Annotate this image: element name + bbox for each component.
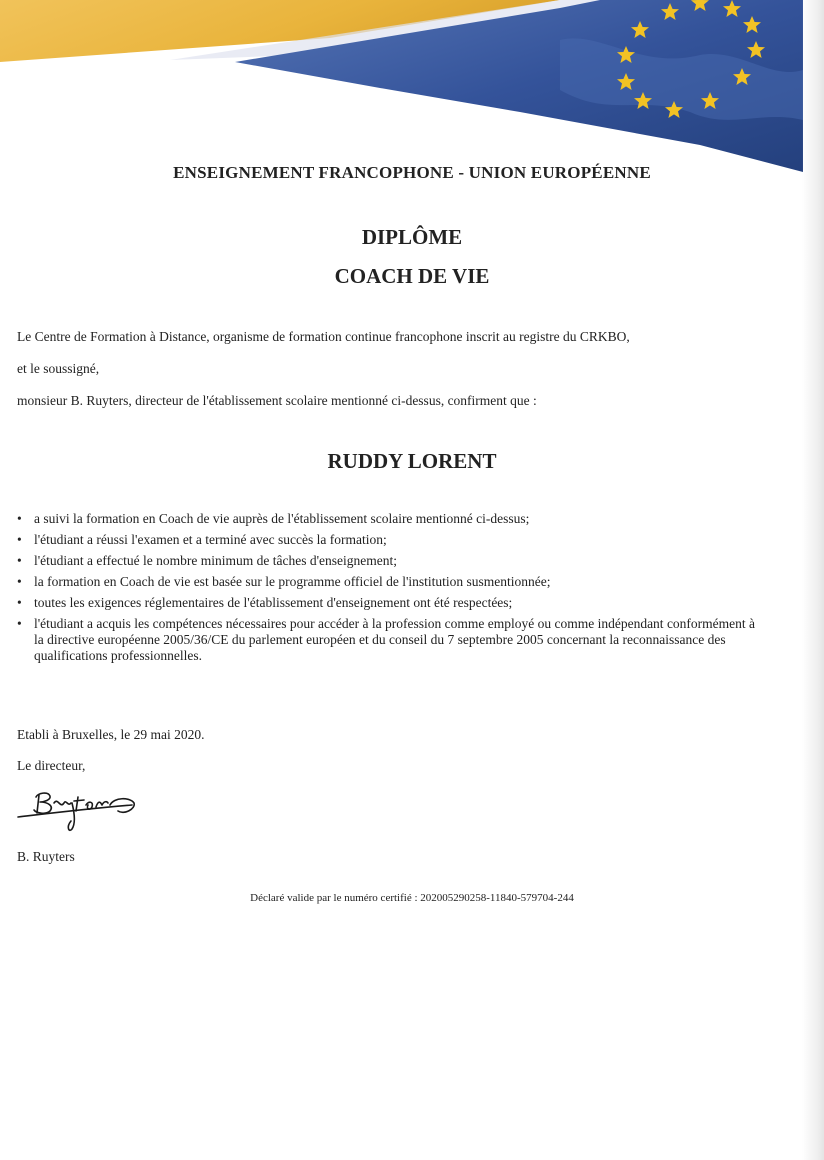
list-item [17, 616, 757, 664]
list-item [17, 595, 757, 611]
place-and-date: Etabli à Bruxelles, le 29 mai 2020. [17, 727, 205, 742]
diploma-subtitle: COACH DE VIE [334, 264, 490, 288]
list-item-text: l'étudiant a effectué le nombre minimum de tâches d'enseignement; [34, 553, 397, 568]
institution-heading: ENSEIGNEMENT FRANCOPHONE - UNION EUROPÉENNE [173, 163, 651, 182]
intro-paragraph-2: et le soussigné, [17, 361, 100, 376]
list-item-text: la formation en Coach de vie est basée sur le programme officiel de l'institution susmentionnée; [34, 574, 551, 589]
signatory-title: Le directeur, [17, 758, 86, 773]
diploma-title: DIPLÔME [361, 225, 463, 249]
bullet-icon: • [17, 532, 22, 547]
intro-paragraph-1: Le Centre de Formation à Distance, organisme de formation continue francophone inscrit au registre du CRKBO, [17, 329, 630, 344]
signature-icon [14, 783, 144, 837]
bullet-icon: • [17, 511, 22, 526]
list-item-text: l'étudiant a réussi l'examen et a terminé avec succès la formation; [34, 532, 387, 547]
recipient-name: RUDDY LORENT [327, 449, 497, 473]
bullet-icon: • [17, 595, 22, 610]
certification-number: Déclaré valide par le numéro certifié : 202005290258-11840-579704-244 [250, 892, 574, 904]
bullet-icon: • [17, 553, 22, 568]
list-item-text: a suivi la formation en Coach de vie auprès de l'établissement scolaire mentionné ci-dessus; [34, 511, 530, 526]
list-item [17, 532, 757, 548]
list-item [17, 553, 757, 569]
list-item [17, 574, 757, 590]
achievement-list [17, 511, 757, 669]
bullet-icon: • [17, 616, 22, 631]
signatory-name: B. Ruyters [17, 849, 75, 864]
list-item-text: toutes les exigences réglementaires de l'établissement d'enseignement ont été respectées; [34, 595, 513, 610]
bullet-icon: • [17, 574, 22, 589]
list-item-text: l'étudiant a acquis les compétences nécessaires pour accéder à la profession comme employé ou comme indépendant conformément à la directive européenne 2005/36/CE du parlement européen et du conseil du 7 septembre 2005 concernant la reconnaissance des qualifications professionnelles. [34, 616, 756, 663]
list-item [17, 511, 757, 527]
intro-paragraph-3: monsieur B. Ruyters, directeur de l'établissement scolaire mentionné ci-dessus, confirment que : [17, 393, 537, 408]
